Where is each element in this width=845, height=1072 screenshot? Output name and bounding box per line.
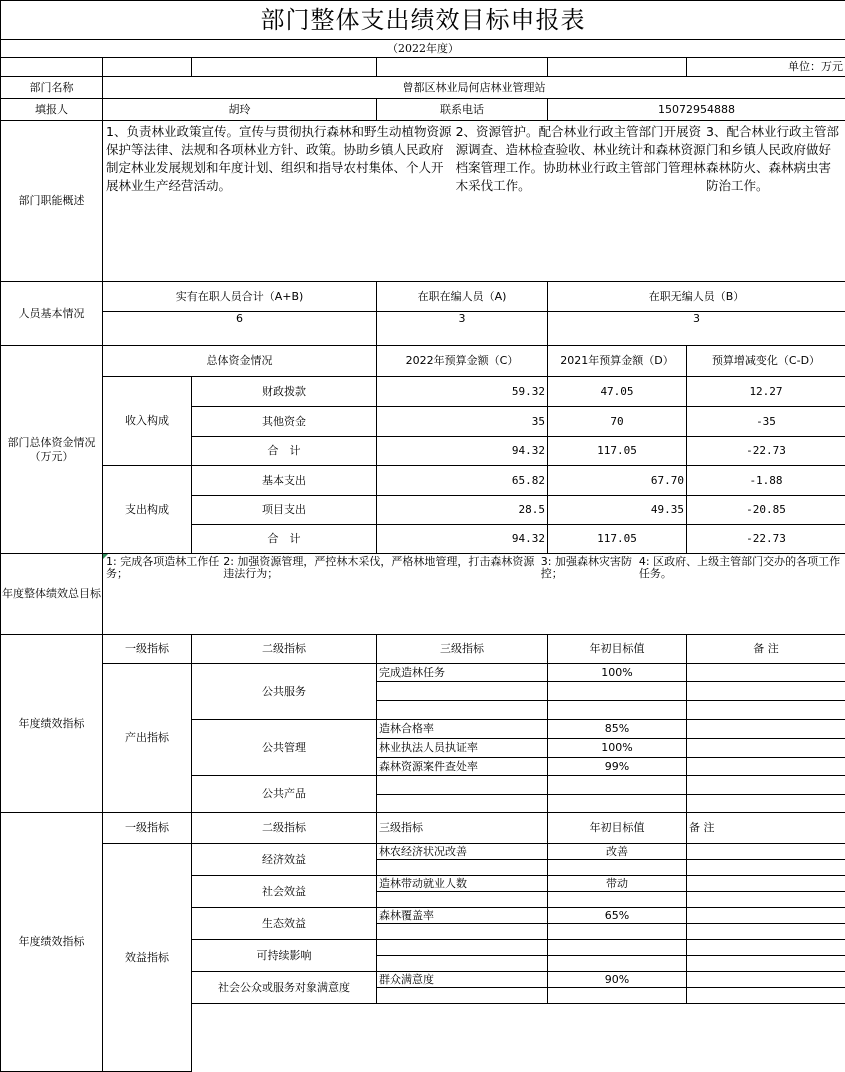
expense-2022-value[interactable]: 65.82 bbox=[377, 466, 548, 496]
function-label: 部门职能概述 bbox=[1, 121, 103, 282]
expense-label: 支出构成 bbox=[103, 466, 192, 554]
level2-item: 公共产品 bbox=[192, 776, 377, 813]
target-value[interactable]: 90% bbox=[548, 972, 687, 988]
note-value[interactable] bbox=[687, 876, 845, 892]
level1-header: 一级指标 bbox=[103, 635, 192, 664]
target-value[interactable] bbox=[548, 988, 687, 1004]
level1-header: 一级指标 bbox=[103, 813, 192, 844]
note-value[interactable] bbox=[687, 972, 845, 988]
expense-change-value[interactable]: -1.88 bbox=[687, 466, 845, 496]
target-value[interactable] bbox=[548, 795, 687, 813]
level3-indicator[interactable] bbox=[377, 956, 548, 972]
note-header: 备 注 bbox=[687, 635, 845, 664]
staff-b-value[interactable]: 3 bbox=[548, 312, 845, 346]
level3-indicator[interactable] bbox=[377, 860, 548, 876]
expense-2021-value[interactable]: 49.35 bbox=[548, 496, 687, 525]
level2-item: 公共服务 bbox=[192, 664, 377, 720]
blank-cell bbox=[103, 58, 192, 77]
target-value[interactable]: 99% bbox=[548, 758, 687, 776]
phone-value[interactable]: 15072954888 bbox=[548, 99, 845, 121]
note-value[interactable] bbox=[687, 720, 845, 739]
dept-name-value[interactable]: 曾都区林业局何店林业管理站 bbox=[103, 77, 845, 99]
filler-value[interactable]: 胡玲 bbox=[103, 99, 377, 121]
level3-indicator[interactable]: 林业执法人员执证率 bbox=[377, 739, 548, 758]
note-value[interactable] bbox=[687, 940, 845, 956]
funds-2022-header: 2022年预算金额（C） bbox=[377, 346, 548, 377]
note-value[interactable] bbox=[687, 739, 845, 758]
target-value[interactable]: 65% bbox=[548, 908, 687, 924]
income-change-value[interactable]: -22.73 bbox=[687, 437, 845, 466]
note-value[interactable] bbox=[687, 701, 845, 720]
note-value[interactable] bbox=[687, 664, 845, 682]
staff-a-value[interactable]: 3 bbox=[377, 312, 548, 346]
income-2022-value[interactable]: 94.32 bbox=[377, 437, 548, 466]
income-item-name: 其他资金 bbox=[192, 407, 377, 437]
goal-item: 2: 加强资源管理，严控林木采伐，严格林地管理，打击森林资源违法行为； bbox=[223, 555, 535, 580]
income-label: 收入构成 bbox=[103, 377, 192, 466]
funds-label: 部门总体资金情况（万元） bbox=[1, 346, 103, 554]
level3-indicator[interactable] bbox=[377, 940, 548, 956]
level3-indicator[interactable]: 森林覆盖率 bbox=[377, 908, 548, 924]
level3-indicator[interactable]: 造林合格率 bbox=[377, 720, 548, 739]
funds-change-header: 预算增减变化（C-D） bbox=[687, 346, 845, 377]
expense-2021-value[interactable]: 117.05 bbox=[548, 525, 687, 554]
funds-2021-header: 2021年预算金额（D） bbox=[548, 346, 687, 377]
level3-indicator[interactable]: 完成造林任务 bbox=[377, 664, 548, 682]
target-header: 年初目标值 bbox=[548, 813, 687, 844]
function-description[interactable] bbox=[103, 121, 845, 282]
income-2021-value[interactable]: 47.05 bbox=[548, 377, 687, 407]
note-header: 备 注 bbox=[687, 813, 845, 844]
expense-item-name: 基本支出 bbox=[192, 466, 377, 496]
expense-2021-value[interactable]: 67.70 bbox=[548, 466, 687, 496]
target-value[interactable]: 100% bbox=[548, 664, 687, 682]
note-value[interactable] bbox=[687, 924, 845, 940]
function-item: 2、资源管护。配合林业行政主管部门开展资源调查、造林检查验收、林业统计和森林资源档案管理工作。协助林业行政主管部门管理林木采伐工作。 bbox=[455, 124, 706, 193]
function-item: 1、负责林业政策宣传。宣传与贯彻执行森林和野生动植物资源保护等法律、法规和各项林业方针、政策。协助乡镇人民政府制定林业发展规划和年度计划、组织和指导农村集体、个人开展林业生产经营活动。 bbox=[106, 124, 452, 193]
target-value[interactable] bbox=[548, 924, 687, 940]
comment-marker-icon bbox=[103, 554, 108, 559]
income-item-name: 财政拨款 bbox=[192, 377, 377, 407]
perf2-label: 年度绩效指标 bbox=[1, 813, 103, 1072]
expense-item-name: 项目支出 bbox=[192, 496, 377, 525]
income-change-value[interactable]: -35 bbox=[687, 407, 845, 437]
level2-item: 社会公众或服务对象满意度 bbox=[192, 972, 377, 1004]
goal-label: 年度整体绩效总目标 bbox=[1, 554, 103, 635]
target-value[interactable]: 100% bbox=[548, 739, 687, 758]
target-value[interactable] bbox=[548, 860, 687, 876]
note-value[interactable] bbox=[687, 860, 845, 876]
level3-indicator[interactable]: 森林资源案件查处率 bbox=[377, 758, 548, 776]
target-value[interactable] bbox=[548, 940, 687, 956]
level1-value: 效益指标 bbox=[103, 844, 192, 1072]
note-value[interactable] bbox=[687, 795, 845, 813]
income-2021-value[interactable]: 70 bbox=[548, 407, 687, 437]
expense-change-value[interactable]: -22.73 bbox=[687, 525, 845, 554]
target-header: 年初目标值 bbox=[548, 635, 687, 664]
blank-cell bbox=[377, 58, 548, 77]
level3-indicator[interactable] bbox=[377, 682, 548, 701]
note-value[interactable] bbox=[687, 988, 845, 1004]
level2-item: 生态效益 bbox=[192, 908, 377, 940]
function-item: 3、配合林业行政主管部门和乡镇人民政府做好森林防火、森林病虫害防治工作。 bbox=[706, 124, 839, 193]
level3-header: 三级指标 bbox=[377, 635, 548, 664]
expense-2022-value[interactable]: 28.5 bbox=[377, 496, 548, 525]
level2-header: 二级指标 bbox=[192, 813, 377, 844]
goal-description[interactable] bbox=[103, 554, 845, 635]
blank-cell bbox=[548, 58, 687, 77]
target-value[interactable] bbox=[548, 892, 687, 908]
expense-2022-value[interactable]: 94.32 bbox=[377, 525, 548, 554]
note-value[interactable] bbox=[687, 758, 845, 776]
target-value[interactable] bbox=[548, 776, 687, 795]
note-value[interactable] bbox=[687, 908, 845, 924]
goal-item: 3: 加强森林灾害防控； bbox=[540, 555, 632, 580]
level3-indicator[interactable] bbox=[377, 701, 548, 720]
staff-total-header: 实有在职人员合计（A+B) bbox=[103, 282, 377, 312]
level3-indicator[interactable]: 群众满意度 bbox=[377, 972, 548, 988]
form-title: 部门整体支出绩效目标申报表 bbox=[1, 1, 845, 40]
note-value[interactable] bbox=[687, 682, 845, 701]
expense-item-name: 合 计 bbox=[192, 525, 377, 554]
goal-item: 1: 完成各项造林工作任务； bbox=[106, 555, 220, 580]
level3-header: 三级指标 bbox=[377, 813, 548, 844]
goal-item: 4: 区政府、上级主管部门交办的各项工作任务。 bbox=[638, 555, 841, 580]
staff-a-header: 在职在编人员（A) bbox=[377, 282, 548, 312]
note-value[interactable] bbox=[687, 844, 845, 860]
note-value[interactable] bbox=[687, 956, 845, 972]
blank-cell bbox=[1, 58, 103, 77]
level2-item: 社会效益 bbox=[192, 876, 377, 908]
level3-indicator[interactable] bbox=[377, 924, 548, 940]
expense-change-value[interactable]: -20.85 bbox=[687, 496, 845, 525]
note-value[interactable] bbox=[687, 892, 845, 908]
level3-indicator[interactable]: 林农经济状况改善 bbox=[377, 844, 548, 860]
level2-item: 公共管理 bbox=[192, 720, 377, 776]
level2-header: 二级指标 bbox=[192, 635, 377, 664]
staff-total-value[interactable]: 6 bbox=[103, 312, 377, 346]
target-value[interactable] bbox=[548, 701, 687, 720]
dept-name-label: 部门名称 bbox=[1, 77, 103, 99]
level3-indicator[interactable] bbox=[377, 892, 548, 908]
form-year: （2022年度） bbox=[1, 40, 845, 58]
phone-label: 联系电话 bbox=[377, 99, 548, 121]
level3-indicator[interactable] bbox=[377, 776, 548, 795]
funds-overall-header: 总体资金情况 bbox=[103, 346, 377, 377]
blank-cell bbox=[192, 58, 377, 77]
target-value[interactable] bbox=[548, 956, 687, 972]
level3-indicator[interactable] bbox=[377, 988, 548, 1004]
target-value[interactable]: 改善 bbox=[548, 844, 687, 860]
unit-label: 单位：万元 bbox=[687, 58, 845, 77]
level1-value: 产出指标 bbox=[103, 664, 192, 813]
filler-label: 填报人 bbox=[1, 99, 103, 121]
income-2021-value[interactable]: 117.05 bbox=[548, 437, 687, 466]
level2-item: 可持续影响 bbox=[192, 940, 377, 972]
level2-item: 经济效益 bbox=[192, 844, 377, 876]
level3-indicator[interactable] bbox=[377, 795, 548, 813]
perf1-label: 年度绩效指标 bbox=[1, 635, 103, 813]
income-change-value[interactable]: 12.27 bbox=[687, 377, 845, 407]
target-value[interactable]: 85% bbox=[548, 720, 687, 739]
level3-indicator[interactable]: 造林带动就业人数 bbox=[377, 876, 548, 892]
note-value[interactable] bbox=[687, 776, 845, 795]
income-item-name: 合 计 bbox=[192, 437, 377, 466]
target-value[interactable] bbox=[548, 682, 687, 701]
staff-b-header: 在职无编人员（B） bbox=[548, 282, 845, 312]
income-2022-value[interactable]: 35 bbox=[377, 407, 548, 437]
target-value[interactable]: 带动 bbox=[548, 876, 687, 892]
staff-label: 人员基本情况 bbox=[1, 282, 103, 346]
income-2022-value[interactable]: 59.32 bbox=[377, 377, 548, 407]
